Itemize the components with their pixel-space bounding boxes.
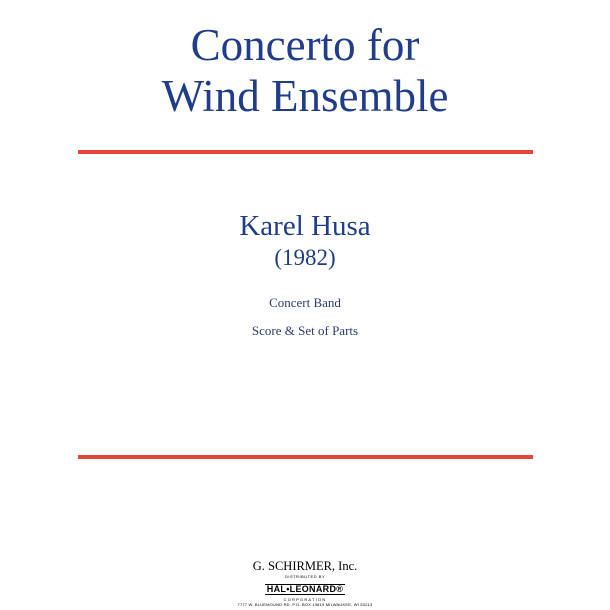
bottom-red-rule — [78, 455, 533, 459]
distributor-address: 7777 W. BLUEMOUND RD. P.O. BOX 13819 MILWAUKEE, WI 53213 — [237, 602, 373, 607]
distributor-corporation: CORPORATION — [283, 597, 327, 602]
distributor-block — [0, 574, 610, 607]
hal-leonard-logo: HAL•LEONARD® — [266, 584, 344, 594]
edition-contents: Score & Set of Parts — [251, 323, 359, 338]
distributor-label: DISTRIBUTED BY — [284, 574, 326, 579]
cover-title — [0, 20, 610, 122]
instrumentation: Concert Band — [269, 295, 341, 310]
title-line-2: Wind Ensemble — [161, 71, 449, 121]
title-line-1: Concerto for — [190, 20, 420, 70]
publisher-name: G. SCHIRMER, Inc. — [252, 559, 358, 573]
composer-name: Karel Husa — [239, 210, 371, 242]
top-red-rule — [78, 150, 533, 154]
composition-year: (1982) — [274, 245, 336, 270]
